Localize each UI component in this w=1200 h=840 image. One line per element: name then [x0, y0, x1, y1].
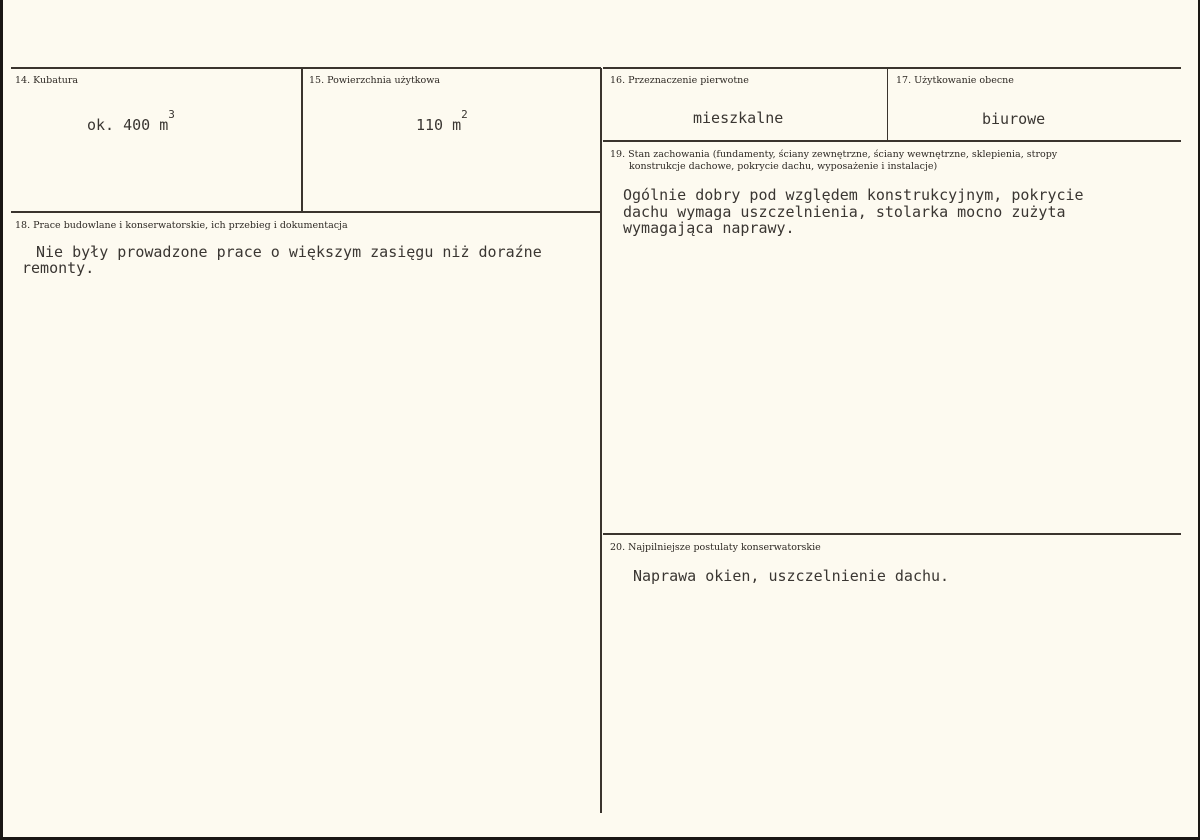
field-17-label: 17. Użytkowanie obecne	[896, 75, 1014, 86]
field-18-label: 18. Prace budowlane i konserwatorskie, ich przebieg i dokumentacja	[15, 220, 348, 231]
field-16-label: 16. Przeznaczenie pierwotne	[610, 75, 749, 86]
field-17-value: biurowe	[982, 110, 1046, 128]
field-14-value	[87, 108, 175, 134]
rule-under-14-15	[11, 211, 601, 213]
field-16-value: mieszkalne	[693, 109, 784, 127]
field-15-label: 15. Powierzchnia użytkowa	[309, 75, 441, 86]
field-20-label: 20. Najpilniejsze postulaty konserwatorskie	[610, 542, 821, 553]
field-19-line-1: Ogólnie dobry pod względem konstrukcyjnym, pokrycie	[623, 186, 1084, 204]
rule-under-16-17	[603, 140, 1181, 142]
field-19-line-3: wymagająca naprawy.	[623, 219, 795, 237]
field-15-value	[416, 108, 468, 134]
field-14-number: ok. 400 m	[87, 116, 169, 134]
rule-col-16-17	[887, 68, 888, 141]
rule-above-20	[603, 533, 1181, 535]
field-18-line-2: remonty.	[22, 259, 95, 277]
rule-col-14-15	[301, 68, 303, 212]
field-19-line-2: dachu wymaga uszczelnienia, stolarka mocno zużyta	[623, 203, 1066, 221]
rule-top-left	[11, 67, 601, 69]
field-14-label: 14. Kubatura	[15, 75, 79, 86]
field-14-unit-exponent: 3	[168, 108, 175, 121]
field-20-value: Naprawa okien, uszczelnienie dachu.	[633, 567, 950, 585]
field-15-number: 110 m	[416, 116, 462, 134]
field-19-label-line-2: konstrukcje dachowe, pokrycie dachu, wyposażenie i instalacje)	[629, 161, 938, 172]
rule-top-right	[603, 67, 1181, 69]
field-15-unit-exponent: 2	[461, 108, 468, 121]
rule-col-main	[600, 68, 602, 813]
field-18-line-1: Nie były prowadzone prace o większym zasięgu niż doraźne	[36, 243, 542, 261]
field-19-label-line-1: 19. Stan zachowania (fundamenty, ściany zewnętrzne, ściany wewnętrzne, sklepienia, stropy	[610, 149, 1058, 160]
